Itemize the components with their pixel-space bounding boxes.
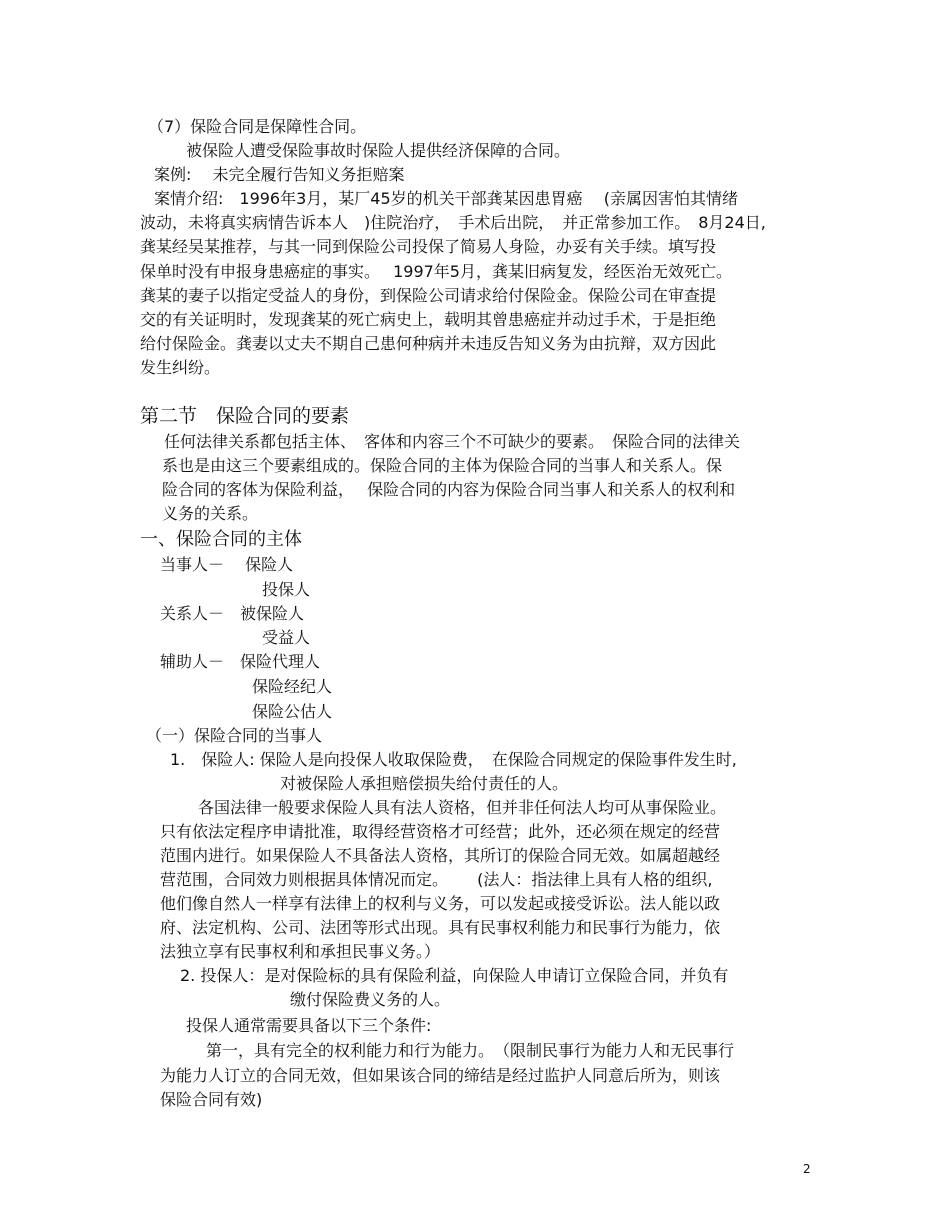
text-line: （7）保险合同是保障性合同。 (148, 117, 367, 136)
text-line: 关系人－ 被保险人 (160, 604, 305, 623)
text-line: 保险经纪人 (252, 677, 333, 696)
text-line: 保险公估人 (252, 702, 333, 721)
text-line: 营范围，合同效力则根据具体情况而定。 (法人：指法律上具有人格的组织, (160, 870, 713, 889)
text-line: 法独立享有民事权利和承担民事义务。） (160, 942, 441, 961)
text-line: 投保人通常需要具备以下三个条件: (186, 1016, 432, 1035)
text-line: 辅助人－ 保险代理人 (160, 652, 321, 671)
text-line: 案例: 未完全履行告知义务拒赔案 (154, 165, 405, 184)
text-line: （一）保险合同的当事人 (146, 726, 323, 745)
text-line: 第一，具有完全的权利能力和行为能力。 （限制民事行为能力人和无民事行 (206, 1041, 735, 1060)
text-line: 保险合同有效) (160, 1090, 263, 1109)
text-line: 1. 保险人: 保险人是向投保人收取保险费， 在保险合同规定的保险事件发生时, (170, 750, 737, 769)
text-line: 险合同的客体为保险利益， 保险合同的内容为保险合同当事人和关系人的权利和 (162, 480, 736, 499)
text-line: 只有依法定程序申请批准，取得经营资格才可经营；此外，还必须在规定的经营 (160, 822, 721, 841)
text-line: 系也是由这三个要素组成的。保险合同的主体为保险合同的当事人和关系人。保 (162, 456, 723, 475)
text-line: 给付保险金。龚妻以丈夫不期自己患何种病并未违反告知义务为由抗辩，双方因此 (140, 334, 717, 353)
text-line: 波动，未将真实病情告诉本人 )住院治疗， 手术后出院， 并正常参加工作。 8月24日, (140, 213, 766, 232)
text-line: 对被保险人承担赔偿损失给付责任的人。 (280, 774, 569, 793)
text-line: 府、法定机构、公司、法团等形式出现。具有民事权利能力和民事行为能力，依 (160, 918, 721, 937)
section-heading: 第二节 保险合同的要素 (140, 405, 350, 427)
text-line: 龚某经吴某推荐，与其一同到保险公司投保了简易人身险，办妥有关手续。填写投 (140, 237, 717, 256)
text-line: 被保险人遭受保险事故时保险人提供经济保障的合同。 (186, 141, 571, 160)
text-line: 受益人 (262, 628, 311, 647)
page-number: 2 (803, 1162, 811, 1176)
text-line: 发生纠纷。 (140, 358, 221, 377)
text-line: 缴付保险费义务的人。 (290, 990, 451, 1009)
text-line: 案情介绍: 1996年3月，某厂45岁的机关干部龚某因患胃癌 (亲属因害怕其情绪 (154, 189, 738, 208)
text-line: 投保人 (262, 580, 311, 599)
text-line: 义务的关系。 (162, 504, 259, 523)
text-line: 交的有关证明时，发现龚某的死亡病史上，载明其曾患癌症并动过手术，于是拒绝 (140, 310, 717, 329)
text-line: 他们像自然人一样享有法律上的权利与义务，可以发起或接受诉讼。法人能以政 (160, 894, 721, 913)
text-line: 龚某的妻子以指定受益人的身份，到保险公司请求给付保险金。保险公司在审查提 (140, 286, 717, 305)
text-line: 2. 投保人：是对保险标的具有保险利益，向保险人申请订立保险合同，并负有 (180, 966, 729, 985)
text-line: 保单时没有申报身患癌症的事实。 1997年5月，龚某旧病复发，经医治无效死亡。 (140, 262, 732, 281)
text-line: 任何法律关系都包括主体、 客体和内容三个不可缺少的要素。 保险合同的法律关 (164, 432, 741, 451)
text-line: 范围内进行。如果保险人不具备法人资格，其所订的保险合同无效。如属超越经 (160, 846, 721, 865)
text-line: 各国法律一般要求保险人具有法人资格，但并非任何法人均可从事保险业。 (198, 798, 727, 817)
text-line: 为能力人订立的合同无效，但如果该合同的缔结是经过监护人同意后所为，则该 (160, 1066, 721, 1085)
text-line: 当事人－ 保险人 (160, 555, 294, 574)
subsection-heading: 一、保险合同的主体 (140, 529, 302, 550)
